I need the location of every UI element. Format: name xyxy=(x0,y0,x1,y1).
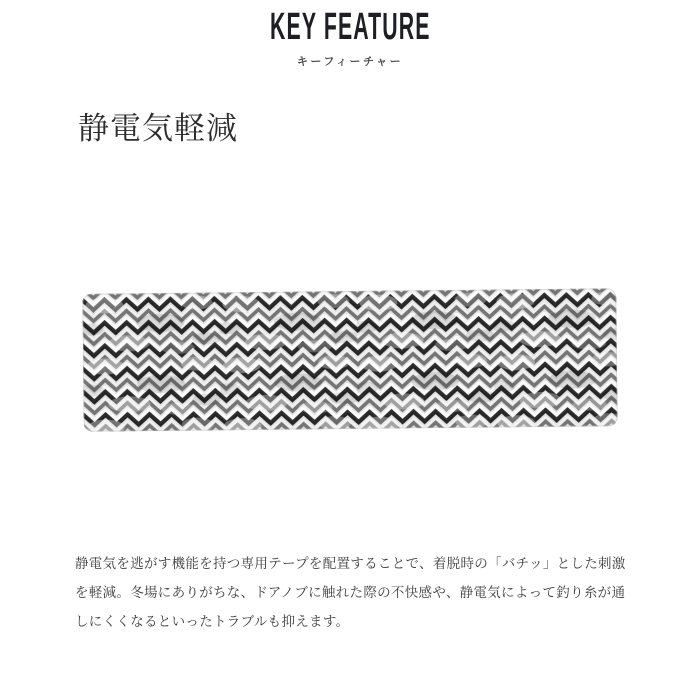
section-header xyxy=(0,8,700,69)
section-title: KEY FEATURE xyxy=(269,6,431,48)
feature-heading: 静電気軽減 xyxy=(78,111,238,146)
braid-texture-graphic xyxy=(82,288,617,432)
feature-description: 静電気を逃がす機能を持つ専用テープを配置することで、着脱時の「バチッ」とした刺激を軽減。冬場にありがちな、ドアノブに触れた際の不快感や、静電気によって釣り糸が通しにくくなるといったトラブルも抑えます。 xyxy=(75,556,626,629)
section-subtitle: キーフィーチャー xyxy=(296,56,404,68)
braid-tape-image xyxy=(82,288,617,432)
